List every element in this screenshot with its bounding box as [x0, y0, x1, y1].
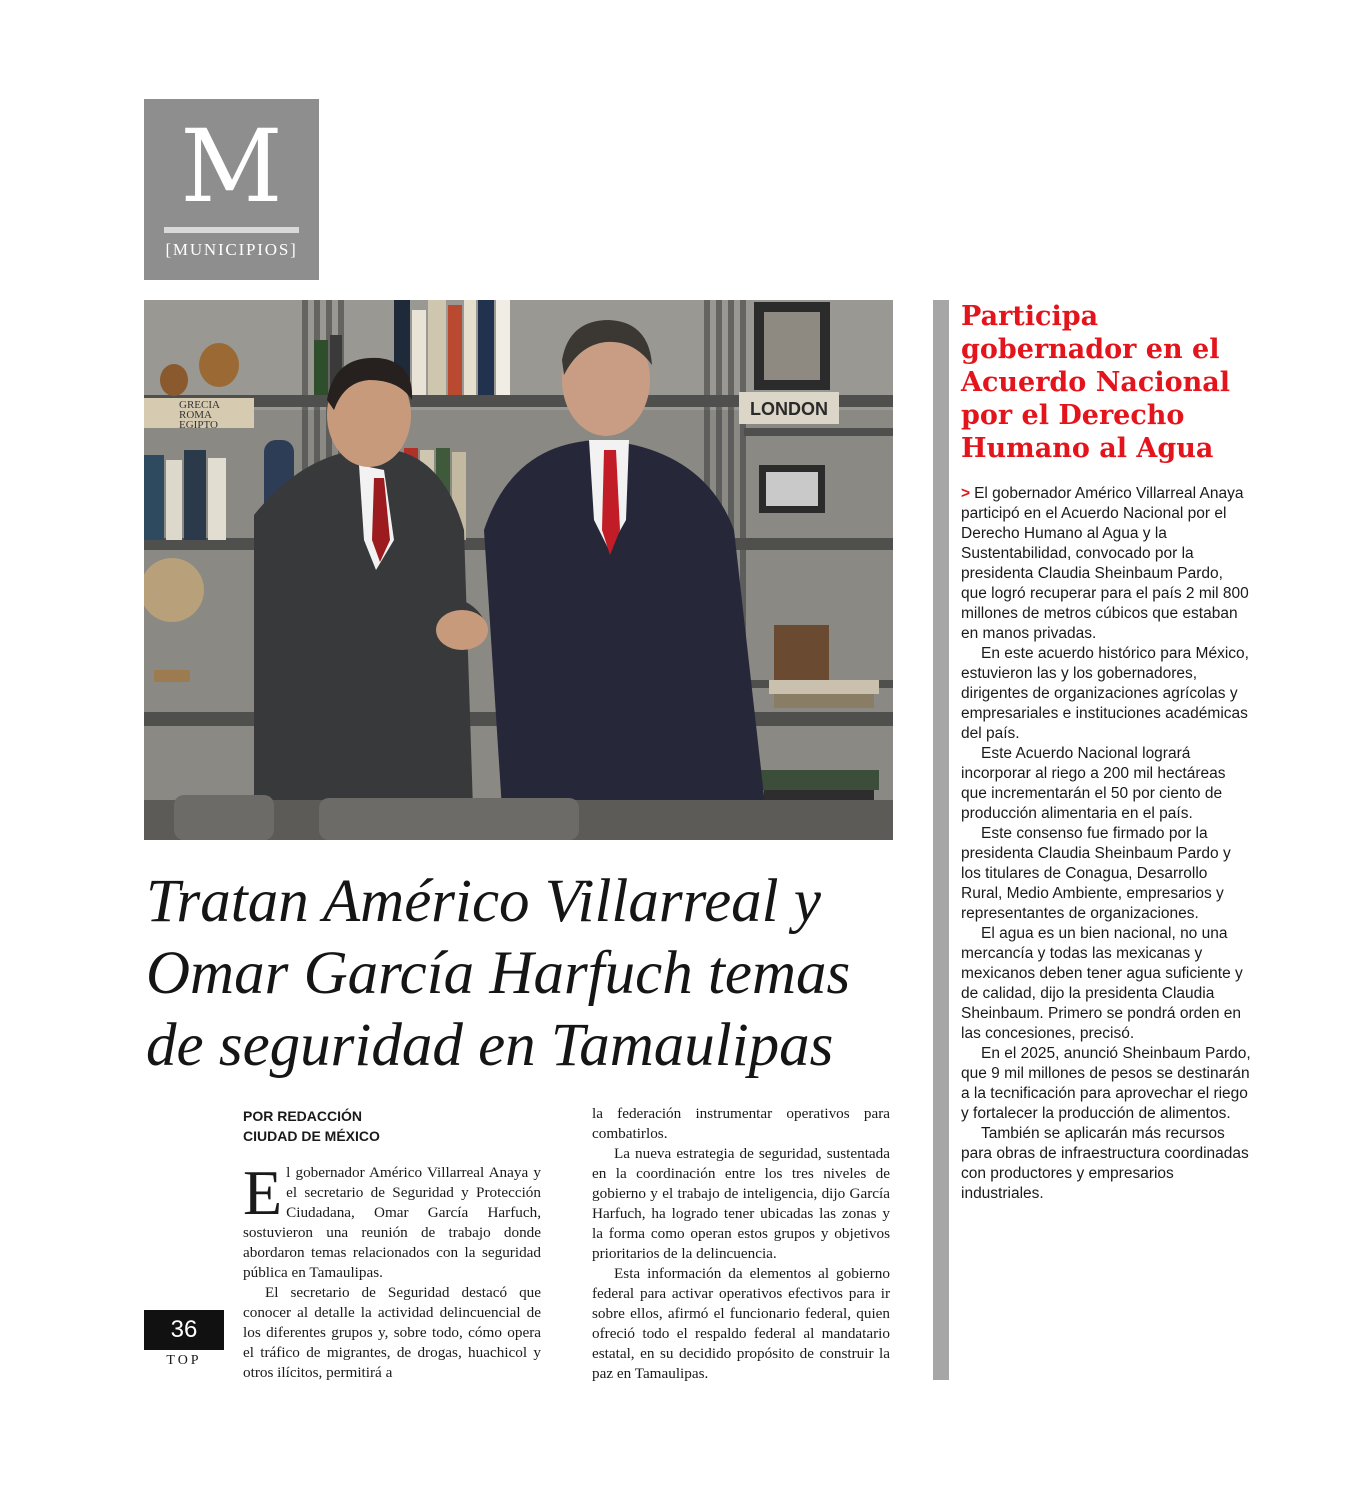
arrow-icon: > [961, 485, 971, 502]
book-text-2: ROMA [179, 409, 213, 421]
section-badge [144, 99, 319, 280]
sidebar-paragraph: En el 2025, anunció Sheinbaum Pardo, que 9 mil millones de pesos se destinarán a la tecnificación para aprovechar el riego y fortalecer la producción de alimentos. [961, 1045, 1251, 1122]
page-number: 36 [144, 1310, 224, 1350]
handshake-photo [144, 300, 893, 840]
book-text-1: GRECIA [179, 399, 220, 411]
article-headline: Tratan Américo Villarreal y Omar García Harfuch temas de seguridad en Tamaulipas [146, 868, 851, 1079]
byline-author: POR REDACCIÓN [243, 1108, 363, 1124]
byline-place: CIUDAD DE MÉXICO [243, 1128, 380, 1144]
sidebar-title: Participa gobernador en el Acuerdo Nacional por el Derecho Humano al Agua [961, 301, 1230, 464]
sidebar-paragraph [961, 484, 1253, 644]
sidebar-body [961, 484, 1253, 1204]
london-box-text: LONDON [750, 399, 828, 419]
article-column-1 [243, 1157, 541, 1383]
sidebar-accent-bar [933, 300, 949, 1380]
sidebar-paragraph: Este Acuerdo Nacional logrará incorporar al riego a 200 mil hectáreas que incrementarán el 50 por ciento de producción alimentaria en el país. [961, 745, 1226, 822]
publication-name: TOP [166, 1353, 202, 1368]
article-paragraph: la federación instrumentar operativos para combatirlos. [592, 1105, 890, 1142]
article-column-2 [592, 1104, 890, 1384]
section-letter: M [180, 108, 283, 225]
article-paragraph [243, 1157, 541, 1283]
sidebar-paragraph: Este consenso fue firmado por la presidenta Claudia Sheinbaum Pardo y los titulares de Conagua, Desarrollo Rural, Medio Ambiente, empresarios y representantes de organizaciones. [961, 825, 1231, 922]
photo-illustration [144, 300, 893, 840]
drop-cap: E [243, 1157, 283, 1228]
sidebar-paragraph: También se aplicarán más recursos para obras de infraestructura coordinadas con productores y empresarios industriales. [961, 1125, 1249, 1202]
section-label: [MUNICIPIOS] [165, 240, 298, 259]
book-text-3: EGIPTO [179, 419, 218, 431]
sidebar-paragraph-text: El gobernador Américo Villarreal Anaya participó en el Acuerdo Nacional por el Derecho Humano al Agua y la Sustentabilidad, convocado por la presidenta Claudia Sheinbaum Pardo, que logró recuperar para el país 2 mil 800 millones de metros cúbicos que estaban en manos privadas. [961, 485, 1249, 642]
article-paragraph: La nueva estrategia de seguridad, sustentada en la coordinación entre los tres niveles de gobierno y el trabajo de inteligencia, dijo García Harfuch, ha logrado tener ubicadas las zonas y la forma como operan estos grupos y objetivos prioritarios de la delincuencia. [592, 1145, 890, 1262]
sidebar-paragraph: En este acuerdo histórico para México, estuvieron las y los gobernadores, dirigentes de organizaciones agrícolas y empresariales e instituciones académicas del país. [961, 645, 1249, 742]
article-paragraph: El secretario de Seguridad destacó que conocer al detalle la actividad delincuencial de los diferentes grupos y, sobre todo, cómo opera el tráfico de migrantes, de drogas, huachicol y otros ilícitos, permitirá a [243, 1284, 541, 1381]
paragraph-text: l gobernador Américo Villarreal Anaya y el secretario de Seguridad y Protección Ciudadana, Omar García Harfuch, sostuvieron una reunión de trabajo donde abordaron temas relacionados con la seguridad pública en Tamaulipas. [243, 1164, 541, 1281]
sidebar-paragraph: El agua es un bien nacional, no una mercancía y todas las mexicanas y mexicanos deben tener agua suficiente y de calidad, dijo la presidenta Claudia Sheinbaum. Primero se pondrá orden en las concesiones, precisó. [961, 925, 1243, 1042]
article-paragraph: Esta información da elementos al gobierno federal para activar operativos efectivos para ir sobre ellos, afirmó el funcionario federal, quien ofreció todo el respaldo federal al mandatario estatal, en su decidido propósito de construir la paz en Tamaulipas. [592, 1265, 890, 1382]
section-rule [164, 227, 299, 233]
byline [243, 1106, 543, 1146]
